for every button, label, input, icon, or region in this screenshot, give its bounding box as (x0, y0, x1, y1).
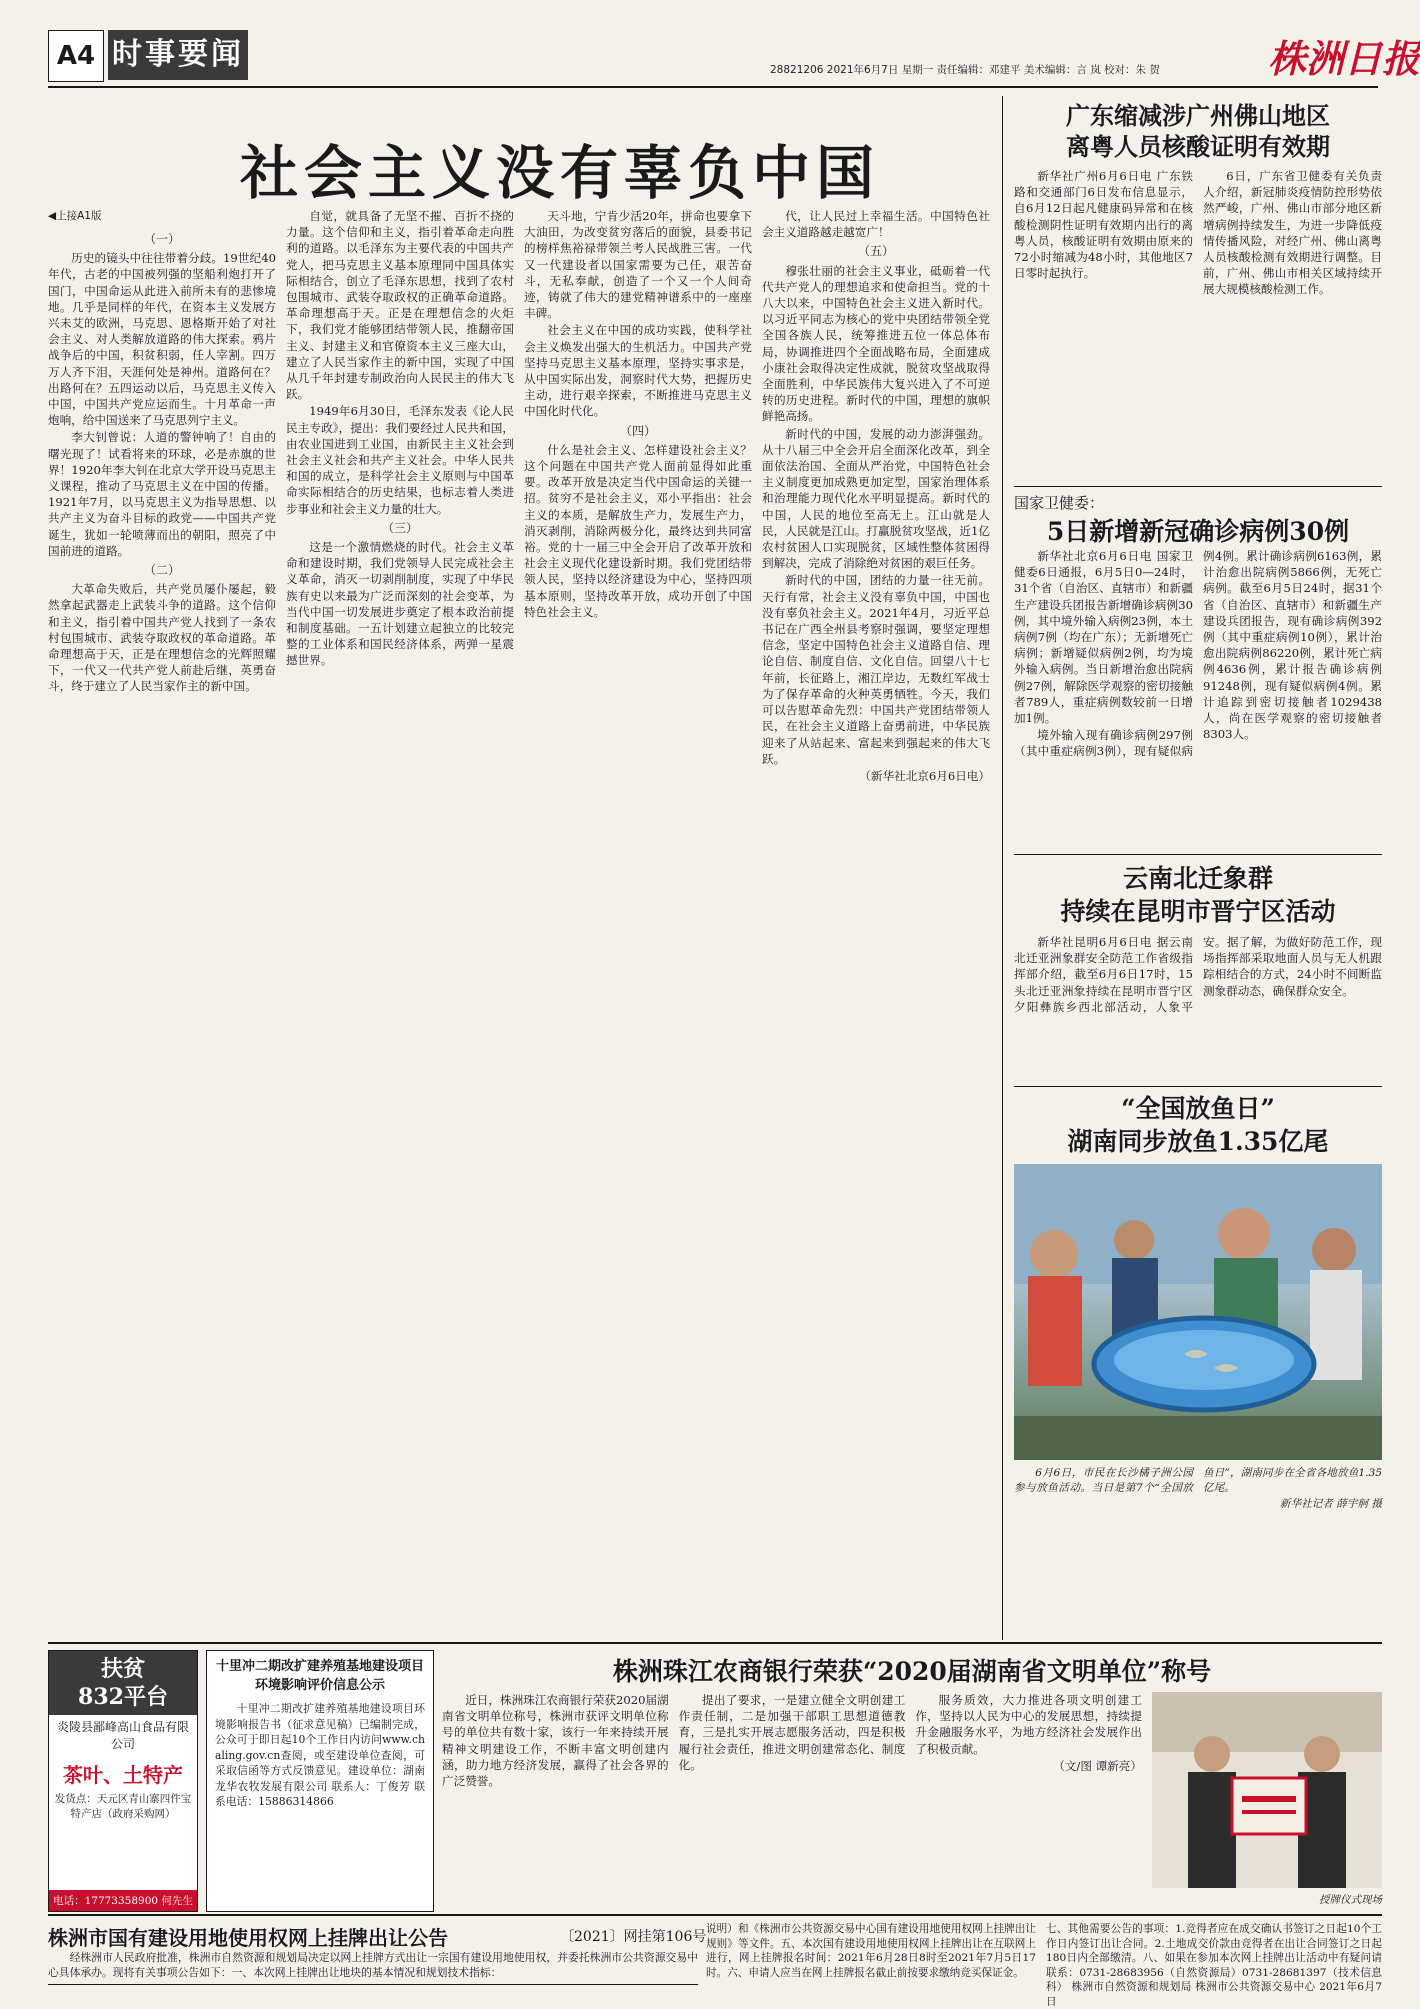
ad-platform-title: 扶贫 832平台 (49, 1651, 197, 1715)
side-headline-4: “全国放鱼日” 湖南同步放鱼1.35亿尾 (1067, 1094, 1329, 1156)
page-number: A4 (56, 41, 96, 71)
side-headline-2: 5日新增新冠确诊病例30例 (1046, 517, 1350, 546)
land-auction-intro: 经株洲市人民政府批准，株洲市自然资源和规划局决定以网上挂牌方式出让一宗国有建设用地使用权，并委托株洲市公共资源交易中心具体承办。现将有关事项公告如下：一、本次网上挂牌出让地块的基本情况和规划技术指标： (48, 1951, 698, 1979)
ad-company: 炎陵县鄙峰高山食品有限公司 (56, 1720, 189, 1751)
parcel-table-wrap (48, 1984, 698, 1985)
award-ceremony-photo (1152, 1692, 1382, 1888)
bank-honor-headline: 株洲珠江农商银行荣获“2020届湖南省文明单位”称号 (612, 1657, 1212, 1686)
award-photo-caption: 授牌仪式现场 (1319, 1894, 1382, 1906)
side-story-3: 新华社昆明6月6日电 据云南北迁亚洲象群安全防范工作省级指挥部介绍，截至6月6日17时，15头北迁亚洲象持续在昆明市晋宁区夕阳彝族乡西北部活动，人象平安。据了解，为做好防范工作，现场指挥部采取地面人员与无人机跟踪相结合的方式，24小时不间断监测象群动态，确保群众安全。 (1014, 935, 1382, 1014)
side-headline-3: 云南北迁象群 持续在昆明市晋宁区活动 (1060, 864, 1336, 926)
ad-poverty-platform (48, 1650, 198, 1912)
ad-goods: 茶叶、土特产 (63, 1763, 183, 1787)
lead-column-1: （一） 历史的镜头中往往带着分歧。19世纪40年代，古老的中国被列强的坚船利炮打开了国门，中国命运从此进入前所未有的悲惨境地。几乎是同样的年代，在资本主义发展方兴未艾的欧洲，马克思、恩格斯开始了对社会主义、对人类解放道路的伟大探索。鸦片战争后的中国，积贫积弱，任人宰割。四万万人齐下泪，天涯何处是神州。道路何在？出路何在？五四运动以后，马克思主义传入中国，中国共产党应运而生。十月革命一声炮响，给中国送来了马克思列宁主义。 李大钊曾说：人道的警钟响了！自由的曙光现了！试看将来的环球，必是赤旗的世界！1920年李大钊在北京大学开设马克思主义课程，推动了马克思主义在中国的传播。1921年7月，以马克思主义为指导思想、以共产主义为奋斗目标的政党——中国共产党诞生，犹如一轮喷薄而出的朝阳，照亮了中国前进的道路。 （二） 大革命失败后，共产党员屡仆屡起，毅然拿起武器走上武装斗争的道路。这个信仰和主义，指引着中国共产党人找到了一条农村包围城市、武装夺取政权的革命道路。革命理想高于天，正是在理想信念的光辉照耀下，一代又一代共产党人前赴后继，英勇奋斗，终于建立了人民当家作主的新中国。 (48, 232, 276, 694)
ad-phone: 电话：17773358900 何先生 (49, 1890, 197, 1911)
notice-body: 十里冲二期改扩建养殖基地建设项目环境影响报告书（征求意见稿）已编制完成，公众可于即日起10个工作日内访问www.chaling.gov.cn查阅，或至建设单位查阅，可采取信函等方式反馈意见。建设单位：湖南龙华农牧发展有限公司 联系人：丁俊芳 联系电话：15886314866 (215, 1702, 425, 1808)
photo-caption: 6月6日，市民在长沙橘子洲公园参与放鱼活动。当日是第7个“全国放鱼日”，湖南同步在全省各地放鱼1.35亿尾。 新华社记者 薛宇舸 摄 (1014, 1467, 1382, 1510)
jump-from-a1: ◀上接A1版 (48, 210, 102, 222)
side-kicker-2: 国家卫健委： (1014, 494, 1105, 512)
lead-headline: 社会主义没有辜负中国 (240, 139, 881, 207)
ad-address: 发货点：天元区青山寨四件宝特产店（政府采购网） (54, 1793, 192, 1820)
side-story-1: 新华社广州6月6日电 广东铁路和交通部门6日发布信息显示，自6月12日起凡健康码异常和在核酸检测阴性证明有效期内出行的离粤人员，核酸证明有效期由原来的72小时缩减为48小时，其他地区7日零时起执行。 6日，广东省卫健委有关负责人介绍，新冠肺炎疫情防控形势依然严峻，广州、佛山市部分地区新增病例持续发生，为进一步降低疫情传播风险，对经广州、佛山离粤人员核酸检测有效期进行调整。目前，广州、佛山市相关区域持续开展大规模核酸检测工作。 (1014, 169, 1382, 297)
fish-release-photo (1014, 1164, 1382, 1460)
side-story-2: 新华社北京6月6日电 国家卫健委6日通报，6月5日0—24时，31个省（自治区、直辖市）和新疆生产建设兵团报告新增确诊病例30例，其中境外输入病例23例，本土病例7例（均在广东）；无新增死亡病例；新增疑似病例2例，均为境外输入病例。当日新增治愈出院病例27例，解除医学观察的密切接触者789人，重症病例数较前一日增加1例。 境外输入现有确诊病例297例（其中重症病例3例），现有疑似病例4例。累计确诊病例6163例，累计治愈出院病例5866例，无死亡病例。截至6月5日24时，据31个省（自治区、直辖市）和新疆生产建设兵团报告，现有确诊病例392例（其中重症病例10例），累计治愈出院病例86220例，累计死亡病例4636例，累计报告确诊病例91248例，现有疑似病例4例。累计追踪到密切接触者1029438人，尚在医学观察的密切接触者8303人。 (1014, 549, 1382, 759)
land-auction-number: 〔2021〕网挂第106号 (560, 1929, 707, 1945)
jump-arrow-icon: ◀ (48, 210, 57, 222)
side-headline-1: 广东缩减涉广州佛山地区 离粤人员核酸证明有效期 (1066, 101, 1330, 161)
lead-source: （新华社北京6月6日电） (859, 768, 990, 783)
newspaper-logo: 株洲日报 (1268, 36, 1420, 81)
section-name: 时事要闻 (108, 30, 248, 80)
land-auction-col-2: 说明）和《株洲市公共资源交易中心国有建设用地使用权网上挂牌出让规则》等文件。五、本次国有建设用地使用权网上挂牌出让在互联网上进行，网上挂牌报名时间：2021年6月28日8时至2021年7月5日17时。六、申请人应当在网上挂牌报名截止前按要求缴纳竞买保证金。 (706, 1923, 1036, 1979)
land-auction-col-3: 七、其他需要公告的事项：1.竞得者应在成交确认书签订之日起10个工作日内签订出让合同。2.土地成交价款由竞得者在出让合同签订之日起180日内全部缴清。八、如果在参加本次网上挂牌出让活动中有疑问请联系：0731-28683956（自然资源局）0731-28681397（技术信息科） 株洲市自然资源和规划局 株洲市公共资源交易中心 2021年6月7日 (1046, 1923, 1382, 2008)
bank-story-credit: （文/图 谭新亮） (1053, 1758, 1142, 1773)
photo-credit: 新华社记者 薛宇舸 摄 (1279, 1498, 1382, 1510)
parcel-table (48, 1984, 698, 1985)
page-number-box (48, 30, 104, 82)
lead-column-4: 代，让人民过上幸福生活。中国特色社会主义道路越走越宽广！ （五） 穆张壮丽的社会主义事业，砥砺着一代代共产党人的理想追求和使命担当。党的十八大以来，中国特色社会主义进入新时代。以习近平同志为核心的党中央团结带领全党全国各族人民，统筹推进五位一体总体布局，协调推进四个全面战略布局，全面建成小康社会取得决定性成就，脱贫攻坚战取得全面胜利，中华民族伟大复兴进入了不可逆转的历史进程。新时代的中国，理想的旗帜鲜艳高扬。 新时代的中国，发展的动力澎湃强劲。从十八届三中全会开启全面深化改革，到全面依法治国、全面从严治党，中国特色社会主义制度更加成熟更加定型，国家治理体系和治理能力现代化水平明显提高。新时代的中国，人民的地位至高无上。江山就是人民，人民就是江山。打赢脱贫攻坚战，近1亿农村贫困人口实现脱贫，区域性整体贫困得到解决，完成了消除绝对贫困的艰巨任务。 新时代的中国，团结的力量一往无前。天行有常，社会主义没有辜负中国，中国也没有辜负社会主义。2021年4月，习近平总书记在广西全州县考察时强调，要坚定理想信念，坚定中国特色社会主义道路自信、理论自信、制度自信、文化自信。回望八十七年前，长征路上，湘江岸边，无数红军战士为了保存革命的火种英勇牺牲。今天，我们可以告慰革命先烈：中国共产党团结带领人民，在社会主义道路上奋勇前进，中华民族迎来了从站起来、富起来到强起来的伟大飞跃。 （新华社北京6月6日电） (762, 209, 990, 783)
land-auction-headline: 株洲市国有建设用地使用权网上挂牌出让公告 (48, 1926, 448, 1950)
masthead-meta: 28821206 2021年6月7日 星期一 责任编辑：邓建平 美术编辑：言 岚 校对：朱 贺 (770, 64, 1160, 76)
bank-honor-story: 近日，株洲珠江农商银行荣获2020届湖南省文明单位称号，株洲市获评文明单位称号的单位共有数十家，该行一年来持续开展精神文明建设工作，不断丰富文明创建内涵，助力地方经济发展，赢得了社会各界的广泛赞誉。 提出了要求，一是建立健全文明创建工作责任制，二是加强干部职工思想道德教育，三是扎实开展志愿服务活动，四是积极履行社会责任，推进文明创建常态化、制度化。 服务质效，大力推进各项文明创建工作，坚持以人民为中心的发展思想，持续提升金融服务水平，为地方经济社会发展作出了积极贡献。 （文/图 谭新亮） (442, 1693, 1142, 1789)
notice-title: 十里冲二期改扩建养殖基地建设项目环境影响评价信息公示 (215, 1659, 424, 1693)
lead-column-2: 自觉，就具备了无坚不摧、百折不挠的力量。这个信仰和主义，指引着革命走向胜利的道路。以毛泽东为主要代表的中国共产党人，把马克思主义基本原理同中国具体实际相结合，创立了毛泽东思想，找到了农村包围城市、武装夺取政权的正确革命道路。革命理想高于天。正是在理想信念的火炬下，我们党才能够团结带领人民，推翻帝国主义、封建主义和官僚资本主义三座大山，建立了人民当家作主的新中国，实现了中国从几千年封建专制政治向人民民主的伟大飞跃。 1949年6月30日，毛泽东发表《论人民民主专政》，提出：我们要经过人民共和国，由农业国进到工业国，由新民主主义社会到社会主义社会和共产主义社会。中华人民共和国的成立，是科学社会主义原则与中国革命实际相结合的历史结果，也标志着人类进步事业和社会主义力量的壮大。 （三） 这是一个激情燃烧的时代。社会主义革命和建设时期，我们党领导人民完成社会主义革命，消灭一切剥削制度，实现了中华民族有史以来最为广泛而深刻的社会变革，为当代中国一切发展进步奠定了根本政治前提和制度基础。一五计划建立起独立的比较完整的工业体系和国民经济体系，两弹一星震撼世界。 (286, 209, 514, 668)
lead-column-3: 天斗地，宁肯少活20年，拼命也要拿下大油田，为改变贫穷落后的面貌，县委书记的榜样焦裕禄带领兰考人民战胜三害。一代又一代建设者以国家需要为己任，艰苦奋斗，无私奉献，创造了一个又一个人间奇迹，铸就了伟大的建党精神谱系中的一座座丰碑。 社会主义在中国的成功实践，使科学社会主义焕发出强大的生机活力。中国共产党坚持马克思主义基本原理，坚持实事求是，从中国实际出发，洞察时代大势，把握历史主动，进行艰辛探索，不断推进马克思主义中国化时代化。 （四） 什么是社会主义、怎样建设社会主义？这个问题在中国共产党人面前显得如此重要。改革开放是决定当代中国命运的关键一招。贫穷不是社会主义，邓小平指出：社会主义的本质，是解放生产力，发展生产力，消灭剥削，消除两极分化，最终达到共同富裕。党的十一届三中全会开启了改革开放和社会主义现代化建设新时期。我们党团结带领人民，坚持以经济建设为中心，坚持四项基本原则，坚持改革开放，成功开创了中国特色社会主义。 (524, 209, 752, 619)
env-impact-notice (206, 1650, 434, 1912)
